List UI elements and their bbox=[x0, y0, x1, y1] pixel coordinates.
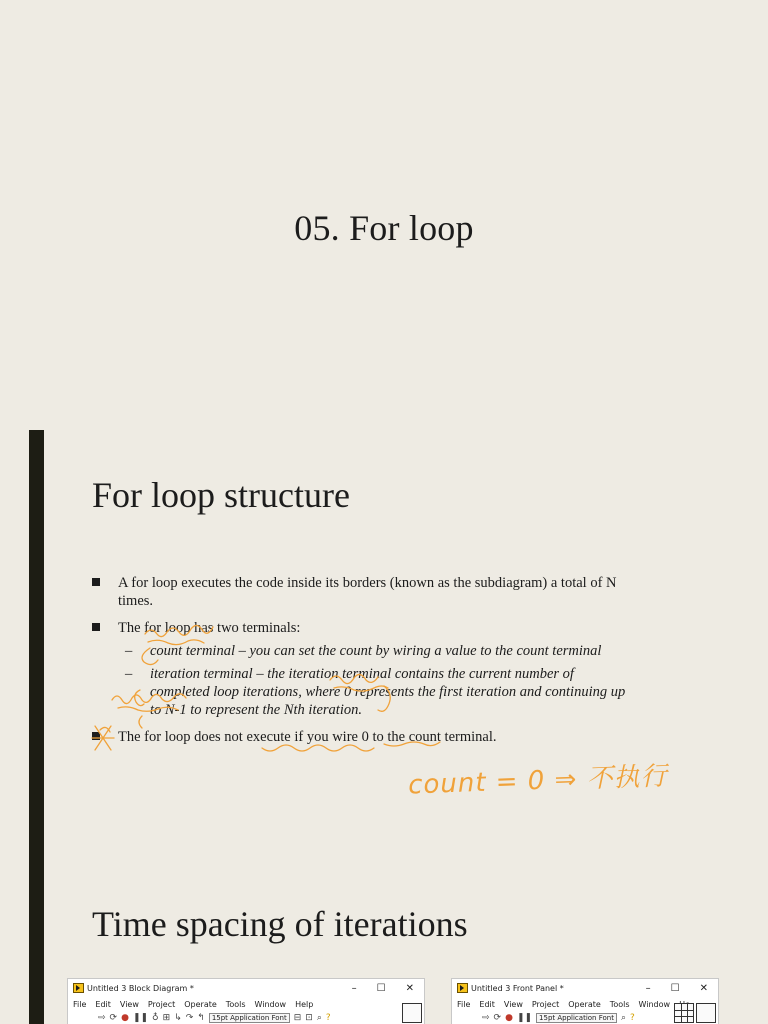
menu-item[interactable]: Tools bbox=[609, 999, 630, 1009]
slide-title: 05. For loop bbox=[294, 208, 474, 248]
highlight-execution-icon[interactable]: ♁ bbox=[152, 1013, 159, 1023]
window-controls bbox=[646, 983, 718, 994]
menu-item[interactable]: Window bbox=[638, 999, 671, 1009]
minimize-icon[interactable]: – bbox=[351, 982, 357, 994]
window-title-bar[interactable] bbox=[68, 979, 424, 997]
bullet-marker bbox=[92, 732, 100, 740]
run-arrow-icon[interactable]: ⇨ bbox=[98, 1013, 106, 1023]
menu-item[interactable]: Edit bbox=[95, 999, 111, 1009]
sub-bullet-text: completed loop iterations, where 0 represents the first iteration and continuing up bbox=[150, 684, 626, 700]
window-controls bbox=[352, 983, 424, 994]
abort-icon[interactable]: ● bbox=[505, 1013, 513, 1023]
font-select[interactable]: 15pt Application Font bbox=[209, 1013, 290, 1023]
section-side-bar bbox=[29, 430, 44, 1024]
menu-item[interactable]: Project bbox=[531, 999, 560, 1009]
minimize-icon[interactable]: – bbox=[645, 982, 651, 994]
close-icon[interactable]: ✕ bbox=[699, 982, 708, 994]
bullet-text: The for loop has two terminals: bbox=[118, 620, 301, 636]
window-title-bar[interactable] bbox=[452, 979, 718, 997]
run-arrow-icon[interactable]: ⇨ bbox=[482, 1013, 490, 1023]
sub-bullet-text: iteration terminal – the iteration terminal contains the current number of bbox=[150, 666, 574, 682]
menu-item[interactable]: View bbox=[119, 999, 139, 1009]
align-objects-icon[interactable]: ⊟ bbox=[293, 1013, 302, 1023]
search-icon[interactable]: ⌕ bbox=[620, 1013, 626, 1023]
toolbar bbox=[68, 1011, 424, 1024]
help-icon[interactable]: ? bbox=[325, 1013, 331, 1023]
step-into-icon[interactable]: ↳ bbox=[174, 1013, 182, 1023]
step-out-icon[interactable]: ↰ bbox=[197, 1013, 205, 1023]
window-title: Untitled 3 Front Panel * bbox=[471, 983, 564, 993]
window-title: Untitled 3 Block Diagram * bbox=[87, 983, 194, 993]
sub-bullet-dash: – bbox=[125, 643, 133, 659]
maximize-icon[interactable]: ☐ bbox=[670, 982, 680, 994]
menu-item[interactable]: Tools bbox=[225, 999, 246, 1009]
search-icon[interactable]: ⌕ bbox=[316, 1013, 322, 1023]
menu-item[interactable]: Window bbox=[254, 999, 287, 1009]
bullet-marker bbox=[92, 623, 100, 631]
bullet-text: The for loop does not execute if you wire 0 to the count terminal. bbox=[118, 729, 497, 745]
run-continuously-icon[interactable]: ⟳ bbox=[493, 1013, 502, 1023]
help-icon[interactable]: ? bbox=[630, 1013, 635, 1023]
handwritten-note: count = 0 ⇒ 不执行 bbox=[407, 761, 669, 801]
menu-item[interactable]: Operate bbox=[568, 999, 601, 1009]
section-heading-time-spacing: Time spacing of iterations bbox=[92, 904, 468, 944]
vi-icon[interactable] bbox=[402, 1003, 422, 1023]
labview-logo-icon bbox=[73, 983, 84, 993]
front-panel-window[interactable] bbox=[451, 978, 719, 1024]
menu-bar bbox=[68, 997, 424, 1011]
pause-icon[interactable]: ❚❚ bbox=[132, 1013, 149, 1023]
abort-icon[interactable]: ● bbox=[121, 1013, 129, 1023]
menu-item[interactable]: File bbox=[73, 999, 87, 1009]
bullet-text: A for loop executes the code inside its borders (known as the subdiagram) a total of N bbox=[118, 575, 617, 591]
bullet-text: times. bbox=[118, 593, 154, 609]
section-heading-for-loop-structure: For loop structure bbox=[92, 475, 350, 515]
connector-pane-icon[interactable] bbox=[674, 1003, 694, 1023]
pause-icon[interactable]: ❚❚ bbox=[516, 1013, 533, 1023]
maximize-icon[interactable]: ☐ bbox=[376, 982, 386, 994]
sub-bullet-dash: – bbox=[125, 666, 133, 682]
vi-icon[interactable] bbox=[696, 1003, 716, 1023]
menu-item[interactable]: Operate bbox=[184, 999, 217, 1009]
menu-item[interactable]: Help bbox=[295, 999, 314, 1009]
menu-item[interactable]: Project bbox=[147, 999, 176, 1009]
menu-item[interactable]: File bbox=[457, 999, 471, 1009]
menu-item[interactable]: View bbox=[503, 999, 523, 1009]
labview-logo-icon bbox=[457, 983, 468, 993]
sub-bullet-text: to N-1 to represent the Nth iteration. bbox=[150, 702, 362, 718]
sub-bullet-text: count terminal – you can set the count by wiring a value to the count terminal bbox=[150, 643, 602, 659]
run-continuously-icon[interactable]: ⟳ bbox=[109, 1013, 118, 1023]
close-icon[interactable]: ✕ bbox=[405, 982, 414, 994]
block-diagram-window[interactable] bbox=[67, 978, 425, 1024]
retain-wire-values-icon[interactable]: ⊞ bbox=[162, 1013, 171, 1023]
bullet-marker bbox=[92, 578, 100, 586]
font-select[interactable]: 15pt Application Font bbox=[536, 1013, 617, 1023]
menu-item[interactable]: Edit bbox=[479, 999, 495, 1009]
step-over-icon[interactable]: ↷ bbox=[185, 1013, 194, 1023]
distribute-objects-icon[interactable]: ⊡ bbox=[305, 1013, 313, 1023]
